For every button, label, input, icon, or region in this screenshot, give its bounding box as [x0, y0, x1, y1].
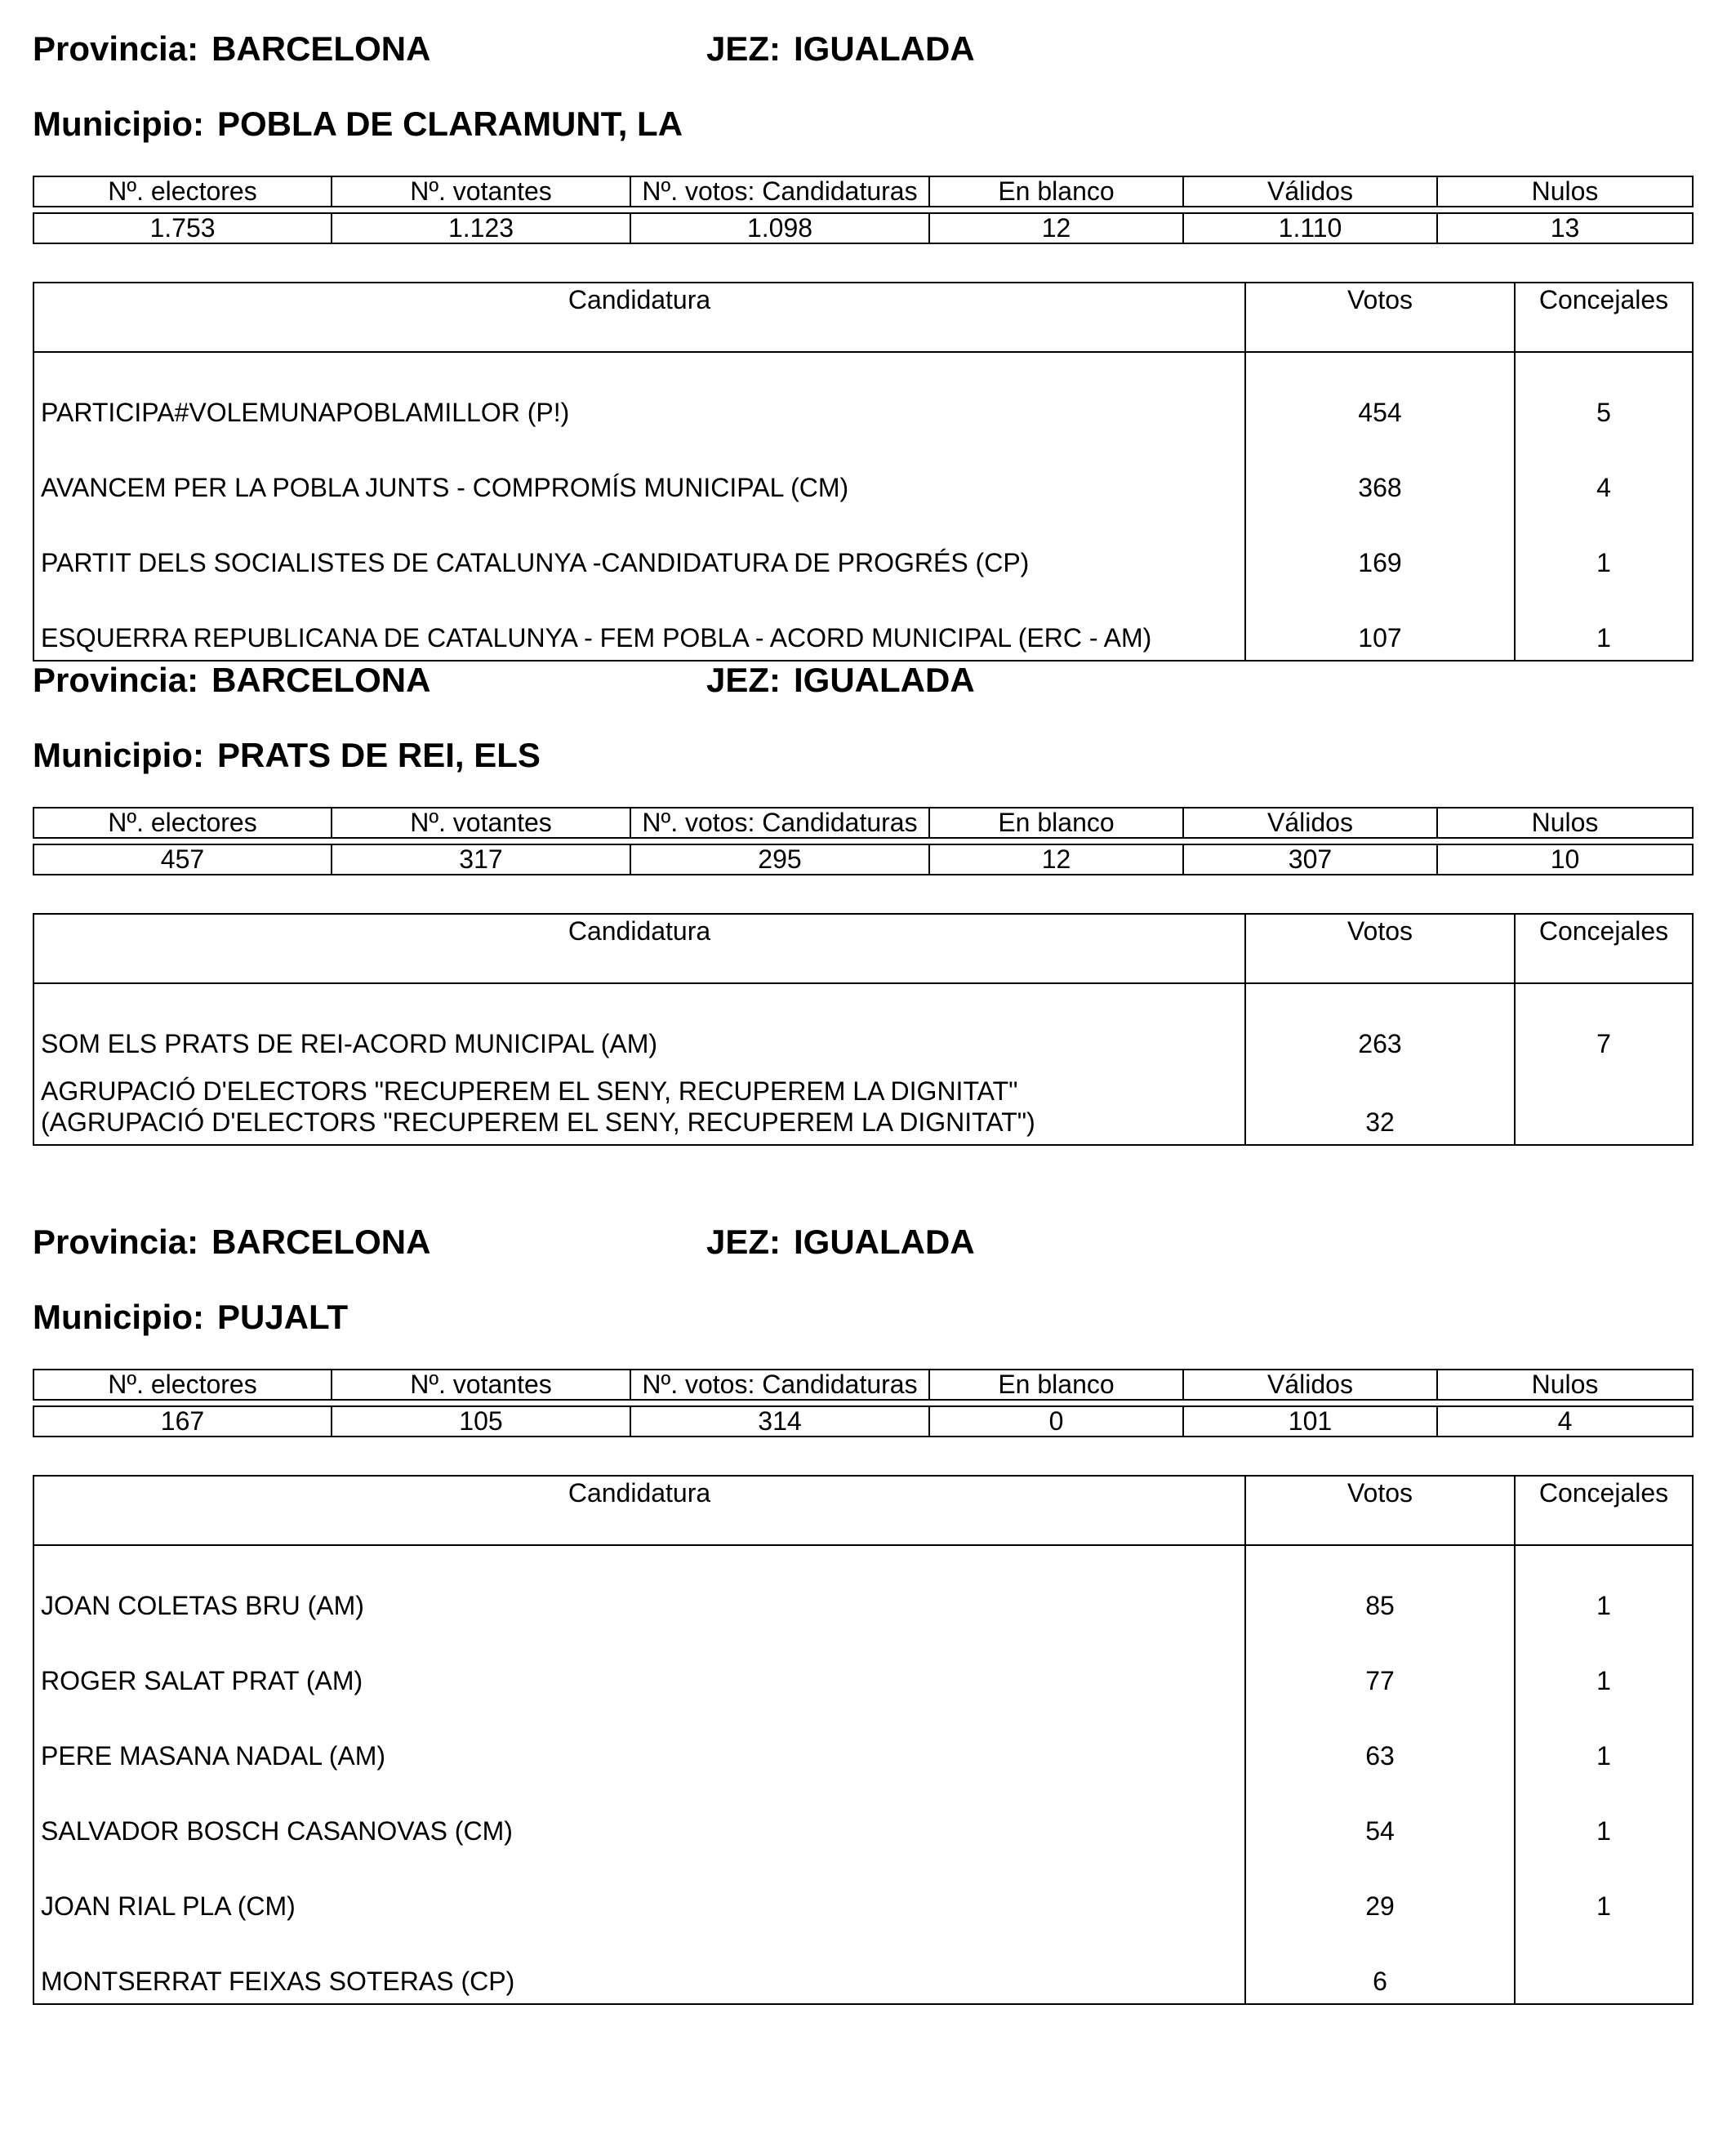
summary-header-row — [33, 1370, 1693, 1400]
candidate-name: ESQUERRA REPUBLICANA DE CATALUNYA - FEM POBLA - ACORD MUNICIPAL (ERC - AM) — [41, 623, 1152, 653]
candidate-name — [33, 1066, 1245, 1145]
candidate-row — [33, 1853, 1693, 1928]
candidate-concejales: 1 — [1515, 585, 1693, 661]
summary-value-cell: 457 — [33, 844, 332, 875]
summary-header-cell: Nº. votos: Candidaturas — [630, 1370, 929, 1400]
summary-header-cell: Válidos — [1183, 808, 1437, 838]
gap-cell — [33, 207, 1693, 213]
candidate-votos: 107 — [1245, 585, 1515, 661]
summary-header-cell: Nº. votantes — [332, 808, 630, 838]
candidate-name: SOM ELS PRATS DE REI-ACORD MUNICIPAL (AM) — [41, 1029, 658, 1058]
summary-header-cell: Nulos — [1437, 1370, 1693, 1400]
candidate-row — [33, 1545, 1693, 1628]
provincia-heading — [33, 29, 430, 69]
candidate-votos: 29 — [1245, 1853, 1515, 1928]
municipio-heading — [33, 1297, 348, 1338]
candidate-row — [33, 352, 1693, 434]
candidate-concejales: 7 — [1515, 983, 1693, 1066]
candidates-table — [33, 1475, 1694, 2005]
municipio-heading — [33, 104, 683, 145]
votos-header: Votos — [1245, 283, 1515, 352]
candidate-name: PARTICIPA#VOLEMUNAPOBLAMILLOR (P!) — [41, 398, 570, 427]
summary-value-cell: 105 — [332, 1406, 630, 1437]
summary-value-row — [33, 213, 1693, 243]
candidate-name-line2: (AGRUPACIÓ D'ELECTORS "RECUPEREM EL SENY, RECUPEREM LA DIGNITAT") — [41, 1107, 1035, 1137]
municipio-label: Municipio: — [33, 1298, 204, 1336]
candidate-votos: 32 — [1245, 1066, 1515, 1145]
summary-value-cell: 317 — [332, 844, 630, 875]
jez-heading — [706, 29, 975, 69]
summary-value-cell: 12 — [929, 213, 1183, 243]
candidate-concejales: 1 — [1515, 1853, 1693, 1928]
summary-value-row — [33, 1406, 1693, 1437]
summary-header-cell: Nulos — [1437, 808, 1693, 838]
municipio-label: Municipio: — [33, 736, 204, 774]
summary-header-cell: Nº. votantes — [332, 1370, 630, 1400]
summary-value-cell: 0 — [929, 1406, 1183, 1437]
jez-label: JEZ: — [706, 1223, 781, 1261]
votos-header: Votos — [1245, 914, 1515, 983]
summary-header-cell: Nº. votantes — [332, 176, 630, 207]
summary-header-cell: Válidos — [1183, 1370, 1437, 1400]
jez-label: JEZ: — [706, 29, 781, 68]
gap-cell — [33, 838, 1693, 844]
summary-header-cell: Válidos — [1183, 176, 1437, 207]
candidates-header-row — [33, 914, 1693, 983]
candidate-concejales: 1 — [1515, 1545, 1693, 1628]
candidate-concejales — [1515, 1928, 1693, 2004]
summary-header-cell: En blanco — [929, 176, 1183, 207]
candidate-concejales: 1 — [1515, 1628, 1693, 1703]
candidate-concejales: 1 — [1515, 1703, 1693, 1778]
jez-heading — [706, 660, 975, 701]
candidate-name: ROGER SALAT PRAT (AM) — [41, 1666, 363, 1695]
candidate-concejales: 1 — [1515, 1778, 1693, 1853]
summary-table — [33, 807, 1694, 875]
jez-value: IGUALADA — [794, 1223, 975, 1261]
provincia-value: BARCELONA — [211, 29, 431, 68]
summary-header-row — [33, 176, 1693, 207]
votos-header: Votos — [1245, 1476, 1515, 1545]
candidate-row — [33, 1928, 1693, 2004]
candidates-header-row — [33, 1476, 1693, 1545]
provincia-label: Provincia: — [33, 1223, 199, 1261]
summary-value-cell: 13 — [1437, 213, 1693, 243]
candidate-concejales: 5 — [1515, 352, 1693, 434]
summary-header-cell: Nº. electores — [33, 176, 332, 207]
provincia-label: Provincia: — [33, 661, 199, 699]
gap-cell — [33, 1400, 1693, 1406]
candidate-name: PARTIT DELS SOCIALISTES DE CATALUNYA -CANDIDATURA DE PROGRÉS (CP) — [41, 548, 1030, 577]
candidate-name-line1: AGRUPACIÓ D'ELECTORS "RECUPEREM EL SENY, RECUPEREM LA DIGNITAT" — [41, 1076, 1018, 1106]
municipio-label: Municipio: — [33, 105, 204, 143]
candidatura-header: Candidatura — [33, 1476, 1245, 1545]
candidate-row — [33, 1628, 1693, 1703]
summary-header-cell: En blanco — [929, 1370, 1183, 1400]
summary-value-cell: 10 — [1437, 844, 1693, 875]
concejales-header: Concejales — [1515, 1476, 1693, 1545]
summary-header-row — [33, 808, 1693, 838]
candidate-row — [33, 1778, 1693, 1853]
summary-table — [33, 176, 1694, 244]
summary-header-cell: Nº. votos: Candidaturas — [630, 808, 929, 838]
provincia-label: Provincia: — [33, 29, 199, 68]
candidates-table — [33, 913, 1694, 1146]
jez-heading — [706, 1222, 975, 1263]
provincia-value: BARCELONA — [211, 661, 431, 699]
municipio-value: PRATS DE REI, ELS — [216, 736, 541, 774]
summary-header-cell: Nulos — [1437, 176, 1693, 207]
summary-gap — [33, 207, 1693, 213]
candidates-header-row — [33, 283, 1693, 352]
candidate-row — [33, 1066, 1693, 1145]
candidate-votos: 77 — [1245, 1628, 1515, 1703]
summary-value-row — [33, 844, 1693, 875]
summary-value-cell: 295 — [630, 844, 929, 875]
summary-value-cell: 1.753 — [33, 213, 332, 243]
candidate-votos: 368 — [1245, 434, 1515, 510]
summary-gap — [33, 838, 1693, 844]
jez-value: IGUALADA — [794, 29, 975, 68]
candidate-votos: 63 — [1245, 1703, 1515, 1778]
candidate-votos: 169 — [1245, 510, 1515, 585]
jez-value: IGUALADA — [794, 661, 975, 699]
municipio-value: PUJALT — [216, 1298, 349, 1336]
candidate-name: JOAN COLETAS BRU (AM) — [41, 1591, 364, 1620]
jez-label: JEZ: — [706, 661, 781, 699]
concejales-header: Concejales — [1515, 914, 1693, 983]
summary-value-cell: 1.123 — [332, 213, 630, 243]
candidate-name: SALVADOR BOSCH CASANOVAS (CM) — [41, 1816, 513, 1846]
concejales-header: Concejales — [1515, 283, 1693, 352]
summary-value-cell: 12 — [929, 844, 1183, 875]
candidate-row — [33, 510, 1693, 585]
candidate-name: PERE MASANA NADAL (AM) — [41, 1741, 386, 1771]
summary-header-cell: Nº. electores — [33, 1370, 332, 1400]
summary-value-cell: 101 — [1183, 1406, 1437, 1437]
candidate-row — [33, 585, 1693, 661]
provincia-heading — [33, 660, 430, 701]
candidate-row — [33, 1703, 1693, 1778]
candidate-row — [33, 434, 1693, 510]
summary-header-cell: En blanco — [929, 808, 1183, 838]
summary-value-cell: 307 — [1183, 844, 1437, 875]
candidate-votos: 6 — [1245, 1928, 1515, 2004]
candidatura-header: Candidatura — [33, 914, 1245, 983]
summary-value-cell: 314 — [630, 1406, 929, 1437]
candidates-table — [33, 282, 1694, 662]
provincia-value: BARCELONA — [211, 1223, 431, 1261]
candidatura-header: Candidatura — [33, 283, 1245, 352]
municipio-heading — [33, 735, 541, 776]
candidate-concejales: 4 — [1515, 434, 1693, 510]
candidate-votos: 263 — [1245, 983, 1515, 1066]
candidate-name: MONTSERRAT FEIXAS SOTERAS (CP) — [41, 1967, 515, 1996]
summary-value-cell: 167 — [33, 1406, 332, 1437]
candidate-name: AVANCEM PER LA POBLA JUNTS - COMPROMÍS MUNICIPAL (CM) — [41, 473, 849, 502]
candidate-votos: 454 — [1245, 352, 1515, 434]
candidate-name: JOAN RIAL PLA (CM) — [41, 1891, 296, 1921]
candidate-votos: 85 — [1245, 1545, 1515, 1628]
candidate-row — [33, 983, 1693, 1066]
summary-value-cell: 1.098 — [630, 213, 929, 243]
candidate-concejales: 1 — [1515, 510, 1693, 585]
summary-header-cell: Nº. electores — [33, 808, 332, 838]
summary-value-cell: 1.110 — [1183, 213, 1437, 243]
provincia-heading — [33, 1222, 430, 1263]
summary-header-cell: Nº. votos: Candidaturas — [630, 176, 929, 207]
candidate-concejales — [1515, 1066, 1693, 1145]
summary-gap — [33, 1400, 1693, 1406]
summary-value-cell: 4 — [1437, 1406, 1693, 1437]
summary-table — [33, 1369, 1694, 1437]
municipio-value: POBLA DE CLARAMUNT, LA — [216, 105, 683, 143]
candidate-votos: 54 — [1245, 1778, 1515, 1853]
